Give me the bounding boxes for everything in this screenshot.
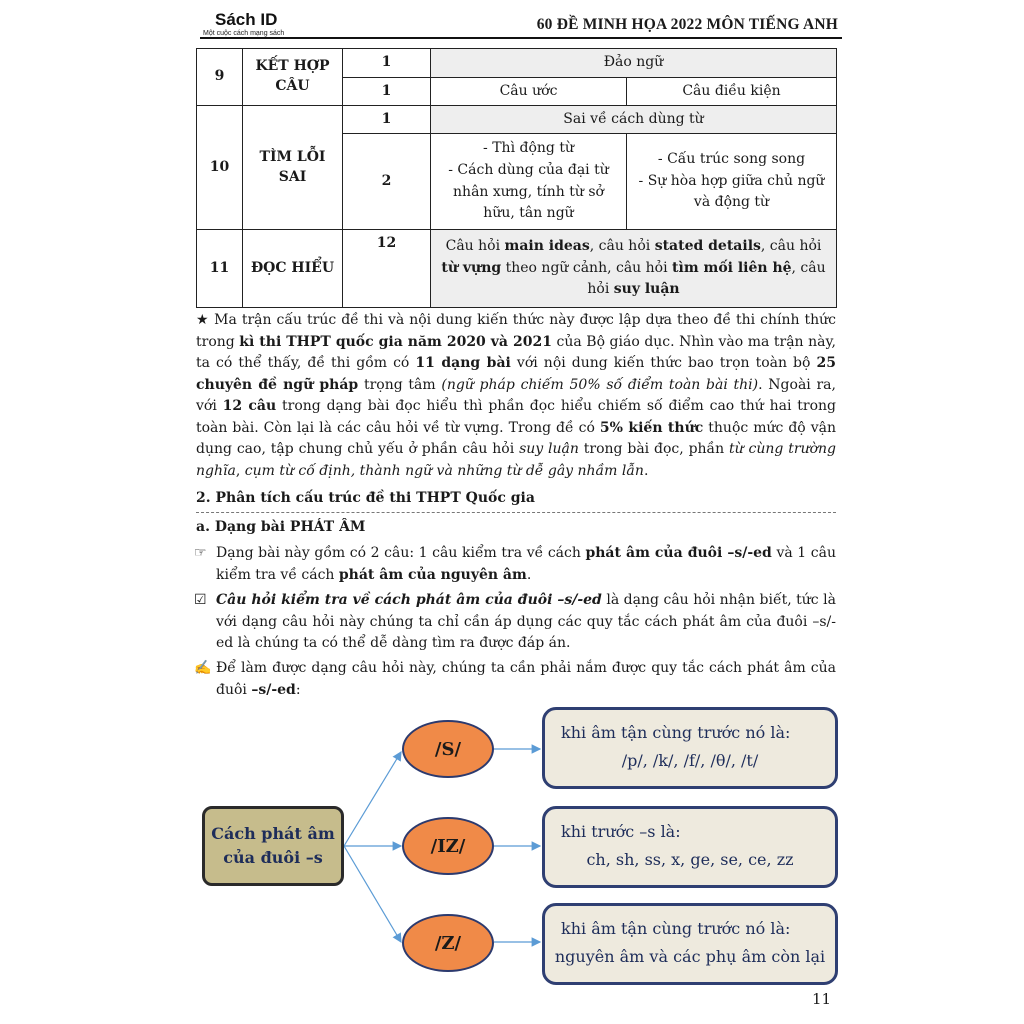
row-11-number: 11: [197, 230, 243, 308]
row-10-number: 10: [197, 106, 243, 230]
subsection-a-heading: a. Dạng bài PHÁT ÂM: [196, 519, 366, 535]
row-10b-count: 2: [343, 134, 431, 230]
page-number: 11: [812, 990, 832, 1008]
row-11-topic: ĐỌC HIỂU: [243, 230, 343, 308]
brand-logo: Sách ID: [215, 10, 278, 29]
row-9-topic: KẾT HỢP CÂU: [243, 49, 343, 106]
row-10b-right-item-2: - Sự hòa hợp giữa chủ ngữ và động từ: [638, 172, 825, 211]
rule-box-iz-line-2: ch, sh, ss, x, ge, se, ce, zz: [586, 850, 794, 869]
row-10-topic: TÌM LỖI SAI: [243, 106, 343, 230]
rule-box-iz: [542, 806, 838, 888]
rule-box-s: [542, 707, 838, 789]
row-9b-right: Câu điều kiện: [627, 78, 837, 106]
row-10b-left-item-1: - Thì động từ: [483, 140, 574, 157]
rule-box-iz-line-1: khi trước –s là:: [561, 822, 681, 841]
book-title: 60 ĐỀ MINH HỌA 2022 MÔN TIẾNG ANH: [536, 16, 838, 33]
bullet-paragraph-2: ☑ Câu hỏi kiểm tra về cách phát âm của đuôi –s/-ed là dạng câu hỏi nhận biết, tức là với dạng câu hỏi này chúng ta chỉ cần áp dụng các quy tắc cách phát âm của đuôi –s/-ed là chúng ta có thể dễ dàng tìm ra được đáp án.: [194, 592, 836, 651]
row-9a-content: Đảo ngữ: [431, 49, 837, 78]
bullet-paragraph-3: ✍ Để làm được dạng câu hỏi này, chúng ta cần phải nắm được quy tắc cách phát âm của đuôi –s/-ed:: [194, 660, 836, 698]
row-10a-content: Sai về cách dùng từ: [431, 106, 837, 134]
star-icon: ★: [196, 312, 210, 328]
row-9b-count: 1: [343, 78, 431, 106]
row-10b-right-item-1: - Cấu trúc song song: [657, 150, 806, 167]
row-10b-left-item-2: - Cách dùng của đại từ nhân xưng, tính từ sở hữu, tân ngữ: [448, 161, 609, 222]
section-2-heading: 2. Phân tích cấu trúc đề thi THPT Quốc gia: [196, 490, 535, 506]
row-10a-count: 1: [343, 106, 431, 134]
row-9-number: 9: [197, 49, 243, 106]
connector-root-s: [344, 752, 401, 846]
row-9a-count: 1: [343, 49, 431, 78]
node-s: /S/: [402, 720, 494, 778]
diagram-root-node: [202, 806, 344, 886]
row-11-count: 12: [343, 230, 431, 308]
pointing-hand-icon: ☞: [194, 545, 207, 561]
rule-box-z-line-2: nguyên âm và các phụ âm còn lại: [554, 947, 826, 966]
rule-box-s-line-2: /p/, /k/, /f/, /θ/, /t/: [621, 751, 759, 770]
intro-paragraph: ★ Ma trận cấu trúc đề thi và nội dung kiến thức này được lập dựa theo đề thi chính thức trong kì thi THPT quốc gia năm 2020 và 2021 của Bộ giáo dục. Nhìn vào ma trận này, ta có thể thấy, đề thi gồm có 11 dạng bài với nội dung kiến thức bao trọn toàn bộ 25 chuyên đề ngữ pháp trọng tâm (ngữ pháp chiếm 50% số điểm toàn bài thi). Ngoài ra, với 12 câu trong dạng bài đọc hiểu thì phần đọc hiểu chiếm số điểm cao thứ hai trong toàn bài. Còn lại là các câu hỏi về từ vựng. Trong đề có 5% kiến thức thuộc mức độ vận dụng cao, tập chung chủ yếu ở phần câu hỏi suy luận trong bài đọc, phần từ cùng trường nghĩa, cụm từ cố định, thành ngữ và những từ dễ gây nhầm lẫn.: [196, 312, 837, 479]
rule-box-s-line-1: khi âm tận cùng trước nó là:: [561, 723, 791, 742]
rule-box-z-line-1: khi âm tận cùng trước nó là:: [561, 919, 791, 938]
rule-box-z: [542, 903, 838, 985]
root-line-2: của đuôi –s: [223, 848, 323, 867]
checkbox-icon: ☑: [194, 592, 207, 608]
row-11-content: Câu hỏi main ideas, câu hỏi stated details, câu hỏi từ vựng theo ngữ cảnh, câu hỏi tìm mối liên hệ, câu hỏi suy luận: [431, 230, 837, 308]
node-iz: /IZ/: [402, 817, 494, 875]
row-9b-left: Câu ước: [431, 78, 627, 106]
root-line-1: Cách phát âm: [211, 824, 335, 843]
writing-hand-icon: ✍: [194, 660, 212, 676]
connector-root-z: [344, 846, 401, 942]
brand-tagline: Một cuộc cách mạng sách: [203, 30, 285, 37]
node-z: /Z/: [402, 914, 494, 972]
bullet-paragraph-1: ☞ Dạng bài này gồm có 2 câu: 1 câu kiểm tra về cách phát âm của đuôi –s/-ed và 1 câu kiểm tra về cách phát âm của nguyên âm.: [194, 545, 836, 583]
